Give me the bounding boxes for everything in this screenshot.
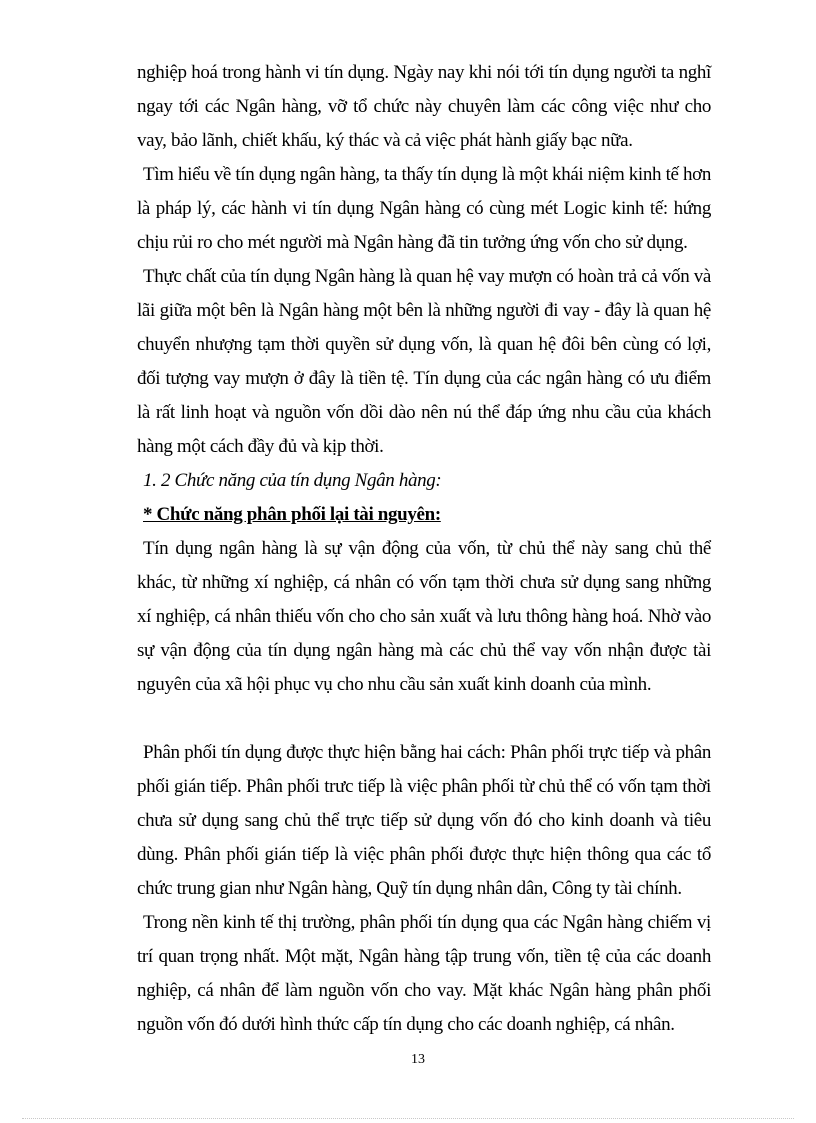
paragraph-credit-concept: Tìm hiểu về tín dụng ngân hàng, ta thấy tín dụng là một khái niệm kinh tế hơn là pháp lý, các hành vi tín dụng Ngân hàng có cùng mét Logic kinh tế: hứng chịu rủi ro cho mét người mà Ngân hàng đã tin tưởng ứng vốn cho sử dụng. xyxy=(137,164,711,253)
paragraph-market-economy: Trong nền kinh tế thị trường, phân phối tín dụng qua các Ngân hàng chiếm vị trí quan trọng nhất. Một mặt, Ngân hàng tập trung vốn, tiền tệ của các doanh nghiệp, cá nhân để làm nguồn vốn cho vay. Mặt khác Ngân hàng phân phối nguồn vốn đó dưới hình thức cấp tín dụng cho các doanh nghiệp, cá nhân. xyxy=(137,912,711,1035)
paragraph-gap xyxy=(137,702,711,736)
paragraph-distribution-methods: Phân phối tín dụng được thực hiện bằng hai cách: Phân phối trực tiếp và phân phối gián tiếp. Phân phối trưc tiếp là việc phân phối từ chủ thể có vốn tạm thời chưa sử dụng sang chủ thể trực tiếp sử dụng vốn đó cho kinh doanh và tiêu dùng. Phân phối gián tiếp là việc phân phối được thực hiện thông qua các tổ chức trung gian như Ngân hàng, Quỹ tín dụng nhân dân, Công ty tài chính. xyxy=(137,742,711,899)
paragraph-continued: nghiệp hoá trong hành vi tín dụng. Ngày nay khi nói tới tín dụng người ta nghĩ ngay tới các Ngân hàng, vỡ tổ chức này chuyên làm các công việc như cho vay, bảo lãnh, chiết khấu, ký thác và cả việc phát hành giấy bạc nữa. xyxy=(137,62,711,151)
section-heading-redistribution: * Chức năng phân phối lại tài nguyên: xyxy=(143,504,441,525)
page-bottom-dotted-border xyxy=(22,1118,794,1119)
paragraph-capital-movement: Tín dụng ngân hàng là sự vận động của vốn, từ chủ thể này sang chủ thể khác, từ những xí nghiệp, cá nhân có vốn tạm thời chưa sử dụng sang những xí nghiệp, cá nhân thiếu vốn cho cho sản xuất và lưu thông hàng hoá. Nhờ vào sự vận động của tín dụng ngân hàng mà các chủ thể vay vốn nhận được tài nguyên của xã hội phục vụ cho nhu cầu sản xuất kinh doanh của mình. xyxy=(137,538,711,695)
document-body xyxy=(137,56,711,1042)
subheading-functions: 1. 2 Chức năng của tín dụng Ngân hàng: xyxy=(143,470,442,491)
page-number: 13 xyxy=(411,1052,425,1067)
paragraph-credit-essence: Thực chất của tín dụng Ngân hàng là quan hệ vay mượn có hoàn trả cả vốn và lãi giữa một bên là Ngân hàng một bên là những người đi vay - đây là quan hệ chuyển nhượng tạm thời quyền sử dụng vốn, là quan hệ đôi bên cùng có lợi, đối tượng vay mượn ở đây là tiền tệ. Tín dụng của các ngân hàng có ưu điểm là rất linh hoạt và nguồn vốn dồi dào nên nú thể đáp ứng nhu cầu của khách hàng một cách đầy đủ và kịp thời. xyxy=(137,266,711,457)
